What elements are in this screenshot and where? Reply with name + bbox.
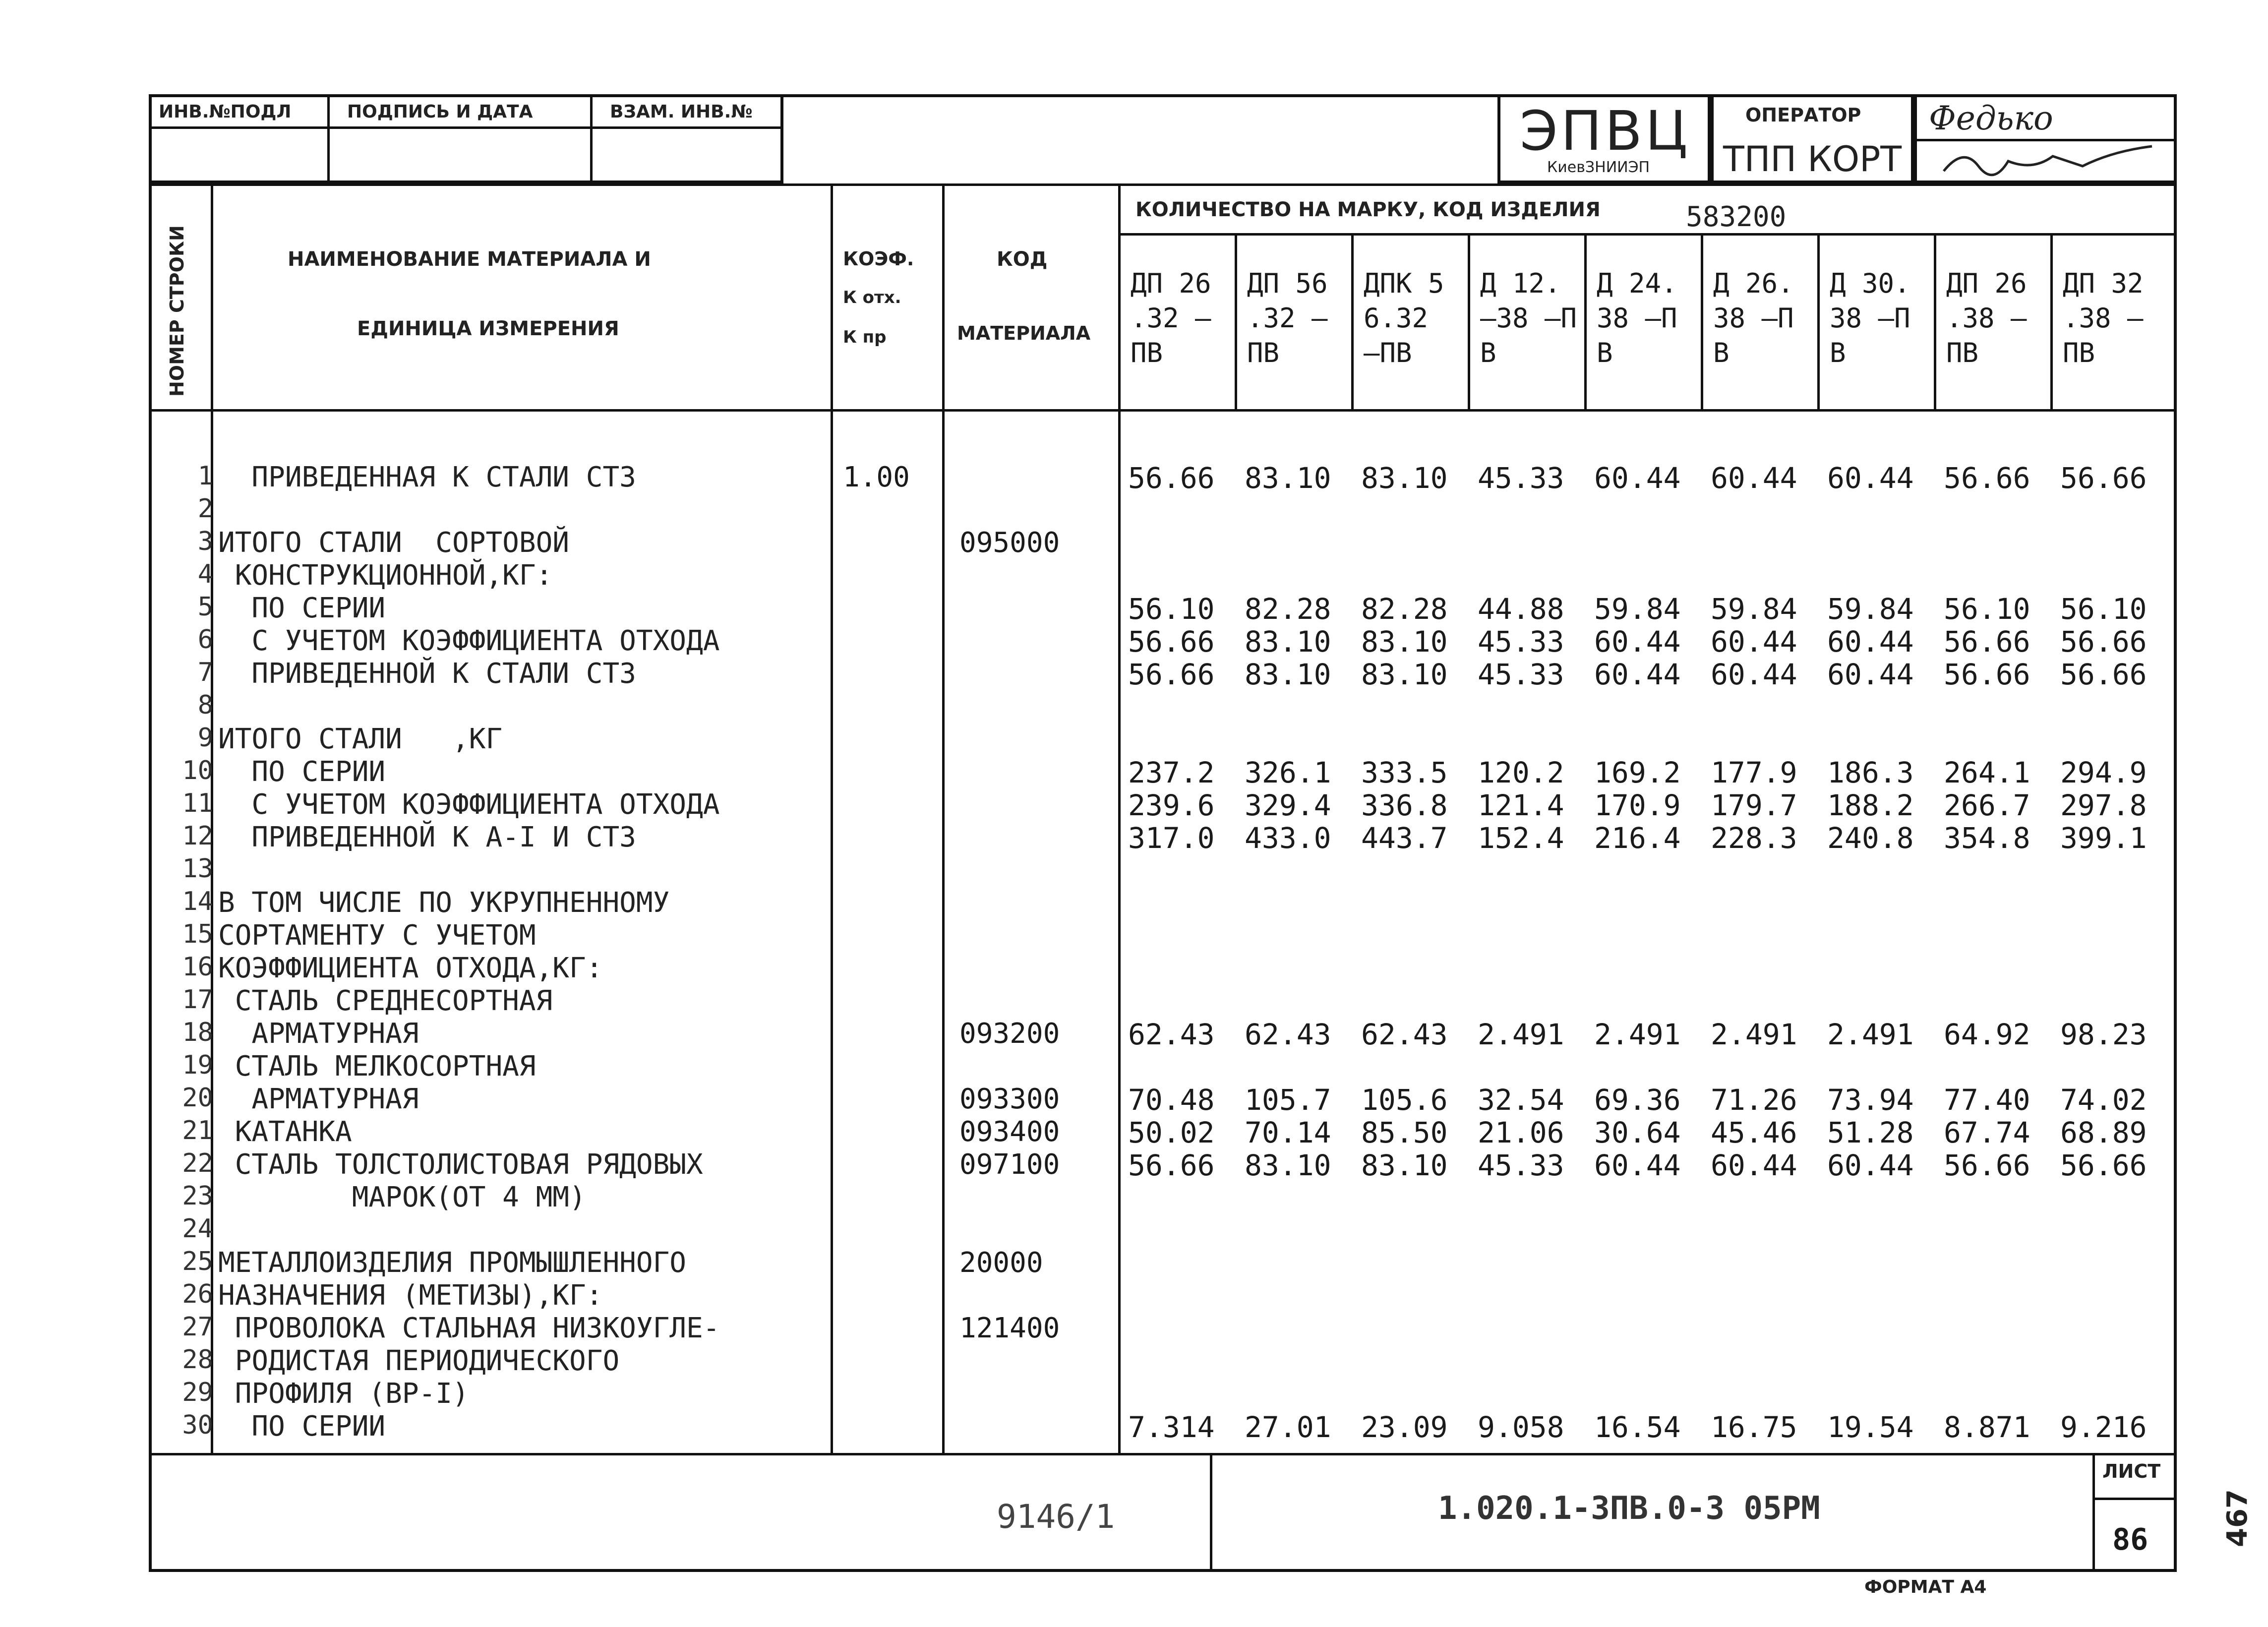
header-bottom-line (149, 409, 2177, 412)
row-value: 2.491 (1594, 1018, 1681, 1051)
row-value: 188.2 (1827, 788, 1914, 822)
row-value: 62.43 (1128, 1018, 1215, 1051)
row-number: 29 (182, 1378, 213, 1407)
row-value: 294.9 (2060, 756, 2147, 789)
row-value: 98.23 (2060, 1018, 2147, 1051)
row-value: 266.7 (1944, 788, 2030, 822)
row-value: 60.44 (1594, 658, 1681, 691)
row-value: 297.8 (2060, 788, 2147, 822)
product-code: 583200 (1686, 201, 1787, 233)
row-number: 22 (182, 1148, 213, 1178)
row-value: 27.01 (1245, 1410, 1331, 1444)
row-name: ПРОВОЛОКА СТАЛЬНАЯ НИЗКОУГЛЕ- (218, 1312, 720, 1344)
row-value: 83.10 (1361, 625, 1448, 659)
row-value: 59.84 (1827, 592, 1914, 626)
column-header-1-line-3: ПВ (1131, 337, 1163, 368)
row-value: 70.48 (1128, 1083, 1215, 1117)
table-bottom-line (149, 1453, 2177, 1455)
row-number: 24 (182, 1214, 213, 1244)
row-value: 71.26 (1711, 1083, 1797, 1117)
stamp-divider (149, 126, 783, 129)
row-value: 169.2 (1594, 756, 1681, 789)
column-header-3-line-3: –ПВ (1364, 337, 1412, 368)
column-header-4-line-2: –38 –П (1480, 302, 1577, 334)
table-row (0, 592, 2177, 625)
table-row (0, 1018, 2177, 1050)
column-header-3-line-1: ДПК 5 (1364, 268, 1444, 299)
row-number: 3 (197, 527, 213, 556)
column-header-4-line-3: В (1480, 337, 1496, 368)
table-row (0, 1214, 2177, 1247)
operator-label: ОПЕРАТОР (1745, 104, 1861, 126)
row-value: 56.66 (1944, 625, 2030, 659)
table-row (0, 625, 2177, 658)
row-value: 105.7 (1245, 1083, 1331, 1117)
format-label: ФОРМАТ А4 (1864, 1577, 1987, 1597)
row-number: 7 (197, 658, 213, 687)
row-name: СОРТАМЕНТУ С УЧЕТОМ (218, 919, 536, 952)
row-value: 56.66 (2060, 1148, 2147, 1182)
row-value: 59.84 (1594, 592, 1681, 626)
column-header-7-line-1: Д 30. (1830, 268, 1910, 299)
row-value: 186.3 (1827, 756, 1914, 789)
row-name: КАТАНКА (218, 1116, 352, 1148)
column-header-6-line-3: В (1713, 337, 1730, 368)
row-value: 2.491 (1711, 1018, 1797, 1051)
footer-divider (2092, 1453, 2095, 1572)
table-row (0, 1247, 2177, 1279)
row-value: 23.09 (1361, 1410, 1448, 1444)
row-value: 16.75 (1711, 1410, 1797, 1444)
header-coef-1: КОЭФ. (843, 248, 914, 270)
org-logo-text: ЭПВЦ (1520, 99, 1691, 163)
row-value: 443.7 (1361, 821, 1448, 855)
table-row (0, 1181, 2177, 1214)
column-header-5-line-2: 38 –П (1597, 302, 1677, 334)
table-row (0, 919, 2177, 952)
row-number: 28 (182, 1345, 213, 1375)
row-number: 9 (197, 723, 213, 753)
row-value: 73.94 (1827, 1083, 1914, 1117)
row-value: 317.0 (1128, 821, 1215, 855)
row-number: 25 (182, 1247, 213, 1276)
row-value: 60.44 (1827, 625, 1914, 659)
row-name: С УЧЕТОМ КОЭФФИЦИЕНТА ОТХОДА (218, 625, 720, 657)
column-header-6-line-2: 38 –П (1713, 302, 1794, 334)
column-header-6-line-1: Д 26. (1713, 268, 1794, 299)
row-name: ИТОГО СТАЛИ ,КГ (218, 723, 503, 755)
row-value: 56.66 (2060, 625, 2147, 659)
row-value: 56.66 (2060, 461, 2147, 495)
value-col-divider (1817, 233, 1820, 409)
row-value: 62.43 (1245, 1018, 1331, 1051)
column-header-8-line-3: ПВ (1946, 337, 1979, 368)
row-name: ПРИВЕДЕННОЙ К СТАЛИ СТЗ (218, 658, 636, 690)
row-value: 240.8 (1827, 821, 1914, 855)
table-top-line (149, 183, 2177, 186)
row-value: 59.84 (1711, 592, 1797, 626)
row-value: 30.64 (1594, 1116, 1681, 1149)
column-header-9-line-3: ПВ (2063, 337, 2095, 368)
table-row (0, 887, 2177, 919)
row-name: ПРИВЕДЕННОЙ К А-I И СТЗ (218, 821, 636, 853)
row-value: 74.02 (2060, 1083, 2147, 1117)
row-name: В ТОМ ЧИСЛЕ ПО УКРУПНЕННОМУ (218, 887, 670, 919)
row-value: 60.44 (1594, 1148, 1681, 1182)
doc-code: 1.020.1-3ПВ.0-3 05РМ (1438, 1490, 1820, 1527)
row-number: 1 (197, 461, 213, 491)
row-number: 13 (182, 854, 213, 884)
row-code: 093200 (959, 1018, 1060, 1050)
row-name: ПО СЕРИИ (218, 592, 386, 624)
row-name: СТАЛЬ СРЕДНЕСОРТНАЯ (218, 985, 553, 1017)
side-number: 467 (2221, 1489, 2254, 1547)
stamp-vzam-inv: ВЗАМ. ИНВ.№ (610, 102, 753, 122)
row-value: 45.33 (1478, 625, 1564, 659)
column-header-7-line-2: 38 –П (1830, 302, 1910, 334)
row-value: 56.66 (2060, 658, 2147, 691)
stamp-inv-podl: ИНВ.№ПОДЛ (159, 102, 292, 122)
value-col-divider (1351, 233, 1354, 409)
signature-name: Федько (1929, 99, 2053, 137)
row-value: 433.0 (1245, 821, 1331, 855)
row-value: 56.10 (2060, 592, 2147, 626)
row-value: 45.33 (1478, 1148, 1564, 1182)
table-row (0, 952, 2177, 985)
table-row (0, 1116, 2177, 1148)
list-num: 86 (2112, 1522, 2149, 1557)
row-number: 4 (197, 559, 213, 589)
row-value: 83.10 (1245, 625, 1331, 659)
qty-header-line (1118, 233, 2177, 236)
row-value: 69.36 (1594, 1083, 1681, 1117)
stamp-podpis-data: ПОДПИСЬ И ДАТА (347, 102, 533, 122)
row-value: 19.54 (1827, 1410, 1914, 1444)
row-number: 5 (197, 592, 213, 622)
row-number: 20 (182, 1083, 213, 1113)
header-name-line2: ЕДИНИЦА ИЗМЕРЕНИЯ (357, 317, 619, 340)
row-value: 60.44 (1594, 461, 1681, 495)
row-number: 27 (182, 1312, 213, 1342)
row-value: 16.54 (1594, 1410, 1681, 1444)
row-number: 16 (182, 952, 213, 982)
stamp-divider (327, 94, 330, 183)
header-name-line1: НАИМЕНОВАНИЕ МАТЕРИАЛА И (288, 248, 651, 271)
row-value: 56.66 (1944, 461, 2030, 495)
row-value: 83.10 (1361, 1148, 1448, 1182)
row-number: 2 (197, 494, 213, 524)
row-number: 19 (182, 1050, 213, 1080)
value-col-divider (1235, 233, 1237, 409)
row-name: ПРИВЕДЕННАЯ К СТАЛИ СТЗ (218, 461, 636, 493)
table-row (0, 1083, 2177, 1116)
footer-divider (2092, 1498, 2177, 1500)
row-value: 45.46 (1711, 1116, 1797, 1149)
row-value: 56.10 (1944, 592, 2030, 626)
table-row (0, 1050, 2177, 1083)
row-code: 095000 (959, 527, 1060, 559)
row-value: 336.8 (1361, 788, 1448, 822)
row-value: 9.058 (1478, 1410, 1564, 1444)
row-value: 60.44 (1827, 1148, 1914, 1182)
row-value: 326.1 (1245, 756, 1331, 789)
table-row (0, 985, 2177, 1018)
row-code: 093400 (959, 1116, 1060, 1148)
row-value: 60.44 (1594, 625, 1681, 659)
row-number: 23 (182, 1181, 213, 1211)
row-value: 8.871 (1944, 1410, 2030, 1444)
row-value: 44.88 (1478, 592, 1564, 626)
header-rownum: НОМЕР СТРОКИ (166, 225, 188, 397)
column-header-5-line-1: Д 24. (1597, 268, 1677, 299)
row-value: 21.06 (1478, 1116, 1564, 1149)
row-code: 093300 (959, 1083, 1060, 1115)
row-value: 56.66 (1128, 461, 1215, 495)
column-header-9-line-2: .38 – (2063, 302, 2144, 334)
row-value: 64.92 (1944, 1018, 2030, 1051)
table-row (0, 690, 2177, 723)
row-value: 170.9 (1594, 788, 1681, 822)
row-number: 8 (197, 690, 213, 720)
row-name: ИТОГО СТАЛИ СОРТОВОЙ (218, 527, 570, 559)
table-row (0, 1378, 2177, 1410)
row-value: 56.66 (1944, 1148, 2030, 1182)
row-value: 68.89 (2060, 1116, 2147, 1149)
value-col-divider (1934, 233, 1936, 409)
row-number: 11 (182, 788, 213, 818)
header-code-2: МАТЕРИАЛА (957, 322, 1091, 344)
column-header-8-line-1: ДП 26 (1946, 268, 2027, 299)
row-name: МАРОК(ОТ 4 ММ) (218, 1181, 586, 1213)
list-label: ЛИСТ (2102, 1460, 2161, 1482)
table-row (0, 527, 2177, 559)
row-value: 50.02 (1128, 1116, 1215, 1149)
row-code: 121400 (959, 1312, 1060, 1344)
row-value: 62.43 (1361, 1018, 1448, 1051)
value-col-divider (2050, 233, 2053, 409)
row-number: 14 (182, 887, 213, 916)
table-row (0, 1410, 2177, 1443)
row-number: 26 (182, 1279, 213, 1309)
row-value: 228.3 (1711, 821, 1797, 855)
row-value: 32.54 (1478, 1083, 1564, 1117)
table-row (0, 461, 2177, 494)
stamp-divider (590, 94, 593, 183)
row-name: АРМАТУРНАЯ (218, 1083, 419, 1115)
row-value: 56.66 (1128, 658, 1215, 691)
column-header-2-line-2: .32 – (1247, 302, 1328, 334)
row-value: 70.14 (1245, 1116, 1331, 1149)
row-value: 51.28 (1827, 1116, 1914, 1149)
row-value: 399.1 (2060, 821, 2147, 855)
row-value: 177.9 (1711, 756, 1797, 789)
row-value: 60.44 (1711, 625, 1797, 659)
table-row (0, 821, 2177, 854)
row-value: 9.216 (2060, 1410, 2147, 1444)
header-code-1: КОД (997, 248, 1048, 271)
row-name: РОДИСТАЯ ПЕРИОДИЧЕСКОГО (218, 1345, 620, 1377)
column-header-2-line-3: ПВ (1247, 337, 1280, 368)
header-qty: КОЛИЧЕСТВО НА МАРКУ, КОД ИЗДЕЛИЯ (1135, 198, 1601, 221)
row-value: 333.5 (1361, 756, 1448, 789)
row-value: 83.10 (1361, 461, 1448, 495)
row-value: 56.66 (1128, 625, 1215, 659)
row-name: МЕТАЛЛОИЗДЕЛИЯ ПРОМЫШЛЕННОГО (218, 1247, 687, 1279)
header-coef-3: К пр (843, 327, 887, 347)
header-coef-2: К отх. (843, 288, 901, 307)
row-value: 56.66 (1128, 1148, 1215, 1182)
table-row (0, 788, 2177, 821)
row-value: 82.28 (1361, 592, 1448, 626)
row-coef: 1.00 (843, 461, 910, 493)
row-value: 56.66 (1944, 658, 2030, 691)
row-value: 152.4 (1478, 821, 1564, 855)
value-col-divider (1584, 233, 1587, 409)
column-header-3-line-2: 6.32 (1364, 302, 1429, 334)
row-name: ПО СЕРИИ (218, 1410, 386, 1443)
row-value: 60.44 (1827, 658, 1914, 691)
row-name: НАЗНАЧЕНИЯ (МЕТИЗЫ),КГ: (218, 1279, 603, 1312)
row-number: 30 (182, 1410, 213, 1440)
row-value: 2.491 (1827, 1018, 1914, 1051)
row-value: 83.10 (1245, 658, 1331, 691)
row-value: 7.314 (1128, 1410, 1215, 1444)
row-value: 83.10 (1361, 658, 1448, 691)
row-code: 097100 (959, 1148, 1060, 1181)
value-col-divider (1701, 233, 1703, 409)
row-name: АРМАТУРНАЯ (218, 1018, 419, 1050)
table-row (0, 756, 2177, 788)
row-number: 12 (182, 821, 213, 851)
row-code: 20000 (959, 1247, 1043, 1279)
row-value: 67.74 (1944, 1116, 2030, 1149)
column-header-1-line-1: ДП 26 (1131, 268, 1211, 299)
row-value: 45.33 (1478, 461, 1564, 495)
row-name: СТАЛЬ ТОЛСТОЛИСТОВАЯ РЯДОВЫХ (218, 1148, 703, 1181)
row-number: 6 (197, 625, 213, 655)
row-number: 18 (182, 1018, 213, 1047)
row-value: 237.2 (1128, 756, 1215, 789)
row-value: 354.8 (1944, 821, 2030, 855)
table-row (0, 854, 2177, 887)
value-col-divider (1468, 233, 1470, 409)
table-row (0, 1279, 2177, 1312)
table-row (0, 1312, 2177, 1345)
column-header-1-line-2: .32 – (1131, 302, 1211, 334)
row-value: 239.6 (1128, 788, 1215, 822)
column-header-5-line-3: В (1597, 337, 1613, 368)
table-row (0, 658, 2177, 690)
row-name: ПО СЕРИИ (218, 756, 386, 788)
table-row (0, 494, 2177, 527)
row-name: КОЭФФИЦИЕНТА ОТХОДА,КГ: (218, 952, 603, 984)
column-header-9-line-1: ДП 32 (2063, 268, 2144, 299)
row-value: 83.10 (1245, 1148, 1331, 1182)
row-value: 56.10 (1128, 592, 1215, 626)
row-number: 17 (182, 985, 213, 1015)
row-value: 60.44 (1711, 658, 1797, 691)
row-value: 45.33 (1478, 658, 1564, 691)
row-value: 85.50 (1361, 1116, 1448, 1149)
row-value: 216.4 (1594, 821, 1681, 855)
table-row (0, 559, 2177, 592)
row-value: 121.4 (1478, 788, 1564, 822)
row-number: 10 (182, 756, 213, 785)
row-value: 105.6 (1361, 1083, 1448, 1117)
row-value: 77.40 (1944, 1083, 2030, 1117)
sheet-ref: 9146/1 (997, 1498, 1115, 1536)
row-value: 2.491 (1478, 1018, 1564, 1051)
row-number: 21 (182, 1116, 213, 1145)
operator-name: ТПП КОРТ (1723, 139, 1902, 180)
signature-scribble-icon (1934, 141, 2162, 181)
column-header-7-line-3: В (1830, 337, 1846, 368)
column-header-4-line-1: Д 12. (1480, 268, 1561, 299)
row-name: ПРОФИЛЯ (ВР-I) (218, 1378, 469, 1410)
table-row (0, 723, 2177, 756)
row-value: 120.2 (1478, 756, 1564, 789)
column-header-8-line-2: .38 – (1946, 302, 2027, 334)
row-value: 60.44 (1711, 1148, 1797, 1182)
row-name: С УЧЕТОМ КОЭФФИЦИЕНТА ОТХОДА (218, 788, 720, 821)
row-value: 83.10 (1245, 461, 1331, 495)
row-value: 179.7 (1711, 788, 1797, 822)
row-value: 60.44 (1711, 461, 1797, 495)
org-sub-text: КиевЗНИИЭП (1547, 159, 1650, 176)
row-value: 264.1 (1944, 756, 2030, 789)
table-row (0, 1345, 2177, 1378)
row-value: 60.44 (1827, 461, 1914, 495)
footer-divider (1210, 1453, 1212, 1572)
row-name: СТАЛЬ МЕЛКОСОРТНАЯ (218, 1050, 536, 1083)
row-number: 15 (182, 919, 213, 949)
column-header-2-line-1: ДП 56 (1247, 268, 1328, 299)
row-value: 329.4 (1245, 788, 1331, 822)
row-name: КОНСТРУКЦИОННОЙ,КГ: (218, 559, 553, 592)
row-value: 82.28 (1245, 592, 1331, 626)
table-row (0, 1148, 2177, 1181)
